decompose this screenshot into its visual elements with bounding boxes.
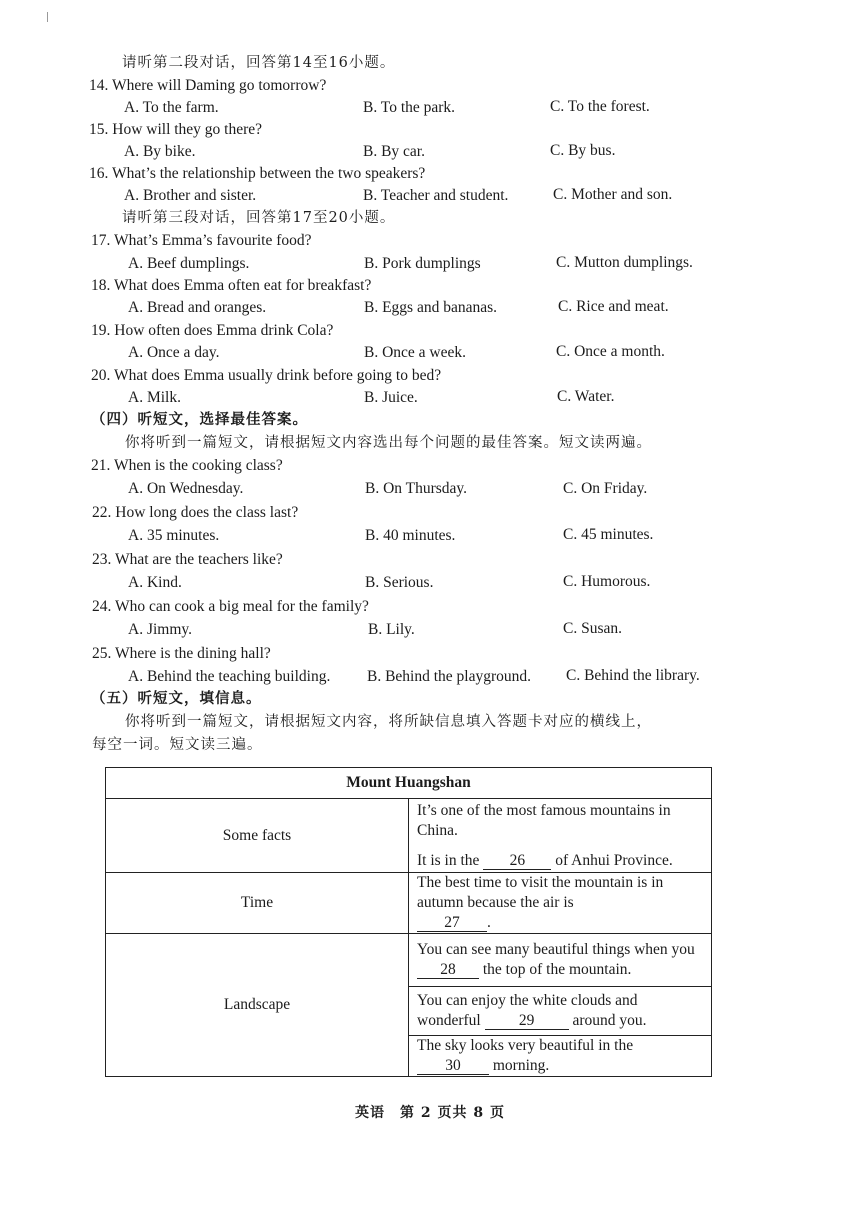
land3-post: morning. — [492, 1057, 550, 1074]
landscape-cell-2 — [409, 987, 712, 1036]
question-text: 19. How often does Emma drink Cola? — [91, 322, 334, 339]
question-text: 14. Where will Daming go tomorrow? — [89, 77, 327, 94]
facts-line-2-pre: It is in the — [417, 851, 480, 869]
option-c: C. Rice and meat. — [558, 298, 669, 315]
land3-pre: The sky looks very beautiful in the — [417, 1037, 634, 1054]
option-a: A. 35 minutes. — [128, 527, 220, 544]
option-a: A. Brother and sister. — [124, 187, 257, 204]
landscape-cell-1 — [409, 934, 712, 987]
option-b: B. 40 minutes. — [365, 527, 456, 544]
option-a: A. Milk. — [128, 389, 181, 406]
option-c: C. Mutton dumplings. — [556, 254, 693, 271]
question-text: 18. What does Emma often eat for breakfast? — [91, 277, 372, 294]
question-text: 24. Who can cook a big meal for the family? — [92, 598, 369, 615]
land2-post: around you. — [572, 1012, 647, 1029]
facts-line-2-post: of Anhui Province. — [555, 851, 673, 869]
option-c: C. To the forest. — [550, 98, 650, 115]
blank-26: 26 — [483, 852, 551, 870]
part-4-instruction: 你将听到一篇短文，请根据短文内容选出每个问题的最佳答案。短文读两遍。 — [125, 435, 652, 451]
scan-edge-mark — [47, 12, 48, 22]
time-line-1: The best time to visit the mountain is in autumn because the air is — [417, 874, 664, 911]
option-c: C. Humorous. — [563, 573, 651, 590]
facts-label: Some facts — [106, 799, 409, 873]
option-a: A. Jimmy. — [128, 621, 193, 638]
option-a: A. By bike. — [124, 143, 196, 160]
question-text: 20. What does Emma usually drink before going to bed? — [91, 367, 442, 384]
option-a: A. Kind. — [128, 574, 182, 591]
question-text: 23. What are the teachers like? — [92, 551, 283, 568]
option-a: A. Behind the teaching building. — [128, 668, 331, 685]
question-text: 16. What’s the relationship between the two speakers? — [89, 165, 426, 182]
option-a: A. To the farm. — [124, 99, 219, 116]
option-c: C. Water. — [557, 388, 615, 405]
option-a: A. On Wednesday. — [128, 480, 244, 497]
option-b: B. Juice. — [364, 389, 418, 406]
section-3-instruction: 请听第三段对话，回答第17至20小题。 — [122, 210, 396, 226]
landscape-cell-3 — [409, 1036, 712, 1077]
option-b: B. On Thursday. — [365, 480, 468, 497]
blank-27: 27 — [417, 914, 487, 932]
page-footer: 英语 第 2 页共 8 页 — [355, 1105, 505, 1121]
blank-29: 29 — [485, 1012, 569, 1030]
question-text: 22. How long does the class last? — [92, 504, 299, 521]
option-a: A. Beef dumplings. — [128, 255, 250, 272]
option-b: B. Once a week. — [364, 344, 466, 361]
question-text: 15. How will they go there? — [89, 121, 263, 138]
option-c: C. Once a month. — [556, 343, 665, 360]
blank-30: 30 — [417, 1057, 489, 1075]
option-c: C. Susan. — [563, 620, 622, 637]
question-text: 17. What’s Emma’s favourite food? — [91, 232, 312, 249]
part-4-heading: （四）听短文，选择最佳答案。 — [91, 411, 308, 428]
option-b: B. Teacher and student. — [363, 187, 509, 204]
section-2-instruction: 请听第二段对话，回答第14至16小题。 — [122, 55, 396, 71]
option-b: B. Behind the playground. — [367, 668, 532, 685]
option-c: C. By bus. — [550, 142, 616, 159]
option-b: B. Eggs and bananas. — [364, 299, 498, 316]
facts-line-2 — [417, 851, 703, 871]
question-text: 21. When is the cooking class? — [91, 457, 283, 474]
time-line-2 — [417, 913, 703, 933]
part-5-heading: （五）听短文，填信息。 — [91, 690, 262, 707]
option-b: B. Serious. — [365, 574, 434, 591]
land1-pre: You can see many beautiful things when you — [417, 941, 695, 958]
option-b: B. To the park. — [363, 99, 456, 116]
option-a: A. Once a day. — [128, 344, 220, 361]
question-text: 25. Where is the dining hall? — [92, 645, 271, 662]
table-title: Mount Huangshan — [106, 768, 712, 799]
time-label: Time — [106, 873, 409, 934]
land1-post: the top of the mountain. — [482, 961, 632, 978]
facts-cell — [409, 799, 712, 873]
option-b: B. By car. — [363, 143, 425, 160]
time-cell — [409, 873, 712, 934]
option-c: C. On Friday. — [563, 480, 648, 497]
option-b: B. Lily. — [368, 621, 415, 638]
option-b: B. Pork dumplings — [364, 255, 481, 272]
facts-line-1: It’s one of the most famous mountains in China. — [417, 801, 671, 839]
time-post: . — [487, 914, 491, 931]
info-table — [105, 767, 712, 1077]
option-c: C. Behind the library. — [566, 667, 700, 684]
part-5-instruction-line2: 每空一词。短文读三遍。 — [92, 737, 263, 753]
landscape-label: Landscape — [106, 934, 409, 1077]
part-5-instruction-line1: 你将听到一篇短文，请根据短文内容，将所缺信息填入答题卡对应的横线上， — [125, 714, 652, 730]
option-c: C. 45 minutes. — [563, 526, 654, 543]
land2-pre: You can enjoy the white clouds and wonderful — [417, 992, 638, 1029]
blank-28: 28 — [417, 961, 479, 979]
option-a: A. Bread and oranges. — [128, 299, 267, 316]
option-c: C. Mother and son. — [553, 186, 673, 203]
